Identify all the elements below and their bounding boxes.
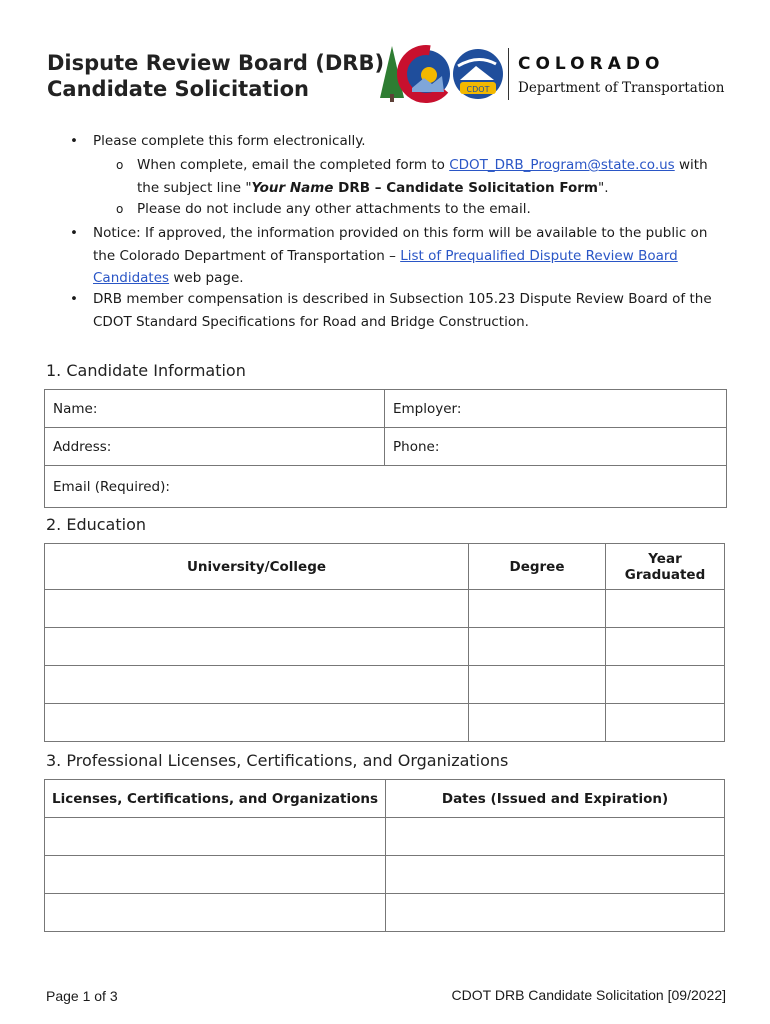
- logo-colorado: COLORADO: [518, 54, 665, 74]
- table-row: [45, 704, 725, 742]
- table-row: [45, 628, 725, 666]
- name-field[interactable]: Name:: [45, 390, 385, 428]
- col-degree: Degree: [469, 544, 606, 590]
- table-row: [45, 894, 725, 932]
- document-id: CDOT DRB Candidate Solicitation [09/2022]: [451, 987, 726, 1003]
- table-row: [45, 818, 725, 856]
- instruction-1: Please complete this form electronically.: [93, 133, 366, 149]
- col-year-graduated: Year Graduated: [606, 544, 725, 590]
- logo-divider: [508, 48, 509, 100]
- title-line-2: Candidate Solicitation: [47, 77, 309, 101]
- address-field[interactable]: Address:: [45, 428, 385, 466]
- section-heading-education: 2. Education: [46, 515, 147, 534]
- employer-field[interactable]: Employer:: [385, 390, 727, 428]
- page-title: [47, 50, 384, 102]
- education-table: [44, 543, 725, 742]
- candidates-link[interactable]: Candidates: [93, 270, 170, 286]
- logo-badge-text: CDOT: [466, 85, 490, 94]
- section-heading-licenses: 3. Professional Licenses, Certifications, and Organizations: [46, 751, 509, 770]
- phone-field[interactable]: Phone:: [385, 428, 727, 466]
- logo-department: Department of Transportation: [518, 80, 725, 96]
- table-row: [45, 590, 725, 628]
- prequalified-list-link[interactable]: List of Prequalified Dispute Review Board: [400, 247, 678, 264]
- email-field[interactable]: Email (Required):: [45, 466, 727, 508]
- email-link[interactable]: CDOT_DRB_Program@state.co.us: [449, 157, 675, 173]
- page-number: Page 1 of 3: [46, 988, 118, 1004]
- candidate-info-table: [44, 389, 727, 508]
- section-heading-candidate: 1. Candidate Information: [46, 361, 246, 380]
- licenses-table: [44, 779, 725, 932]
- table-row: [45, 666, 725, 704]
- col-licenses: Licenses, Certifications, and Organizations: [45, 780, 386, 818]
- col-university: University/College: [45, 544, 469, 590]
- title-line-1: Dispute Review Board (DRB): [47, 51, 385, 75]
- instruction-1b: Please do not include any other attachments to the email.: [137, 201, 531, 217]
- col-dates: Dates (Issued and Expiration): [386, 780, 725, 818]
- table-row: [45, 856, 725, 894]
